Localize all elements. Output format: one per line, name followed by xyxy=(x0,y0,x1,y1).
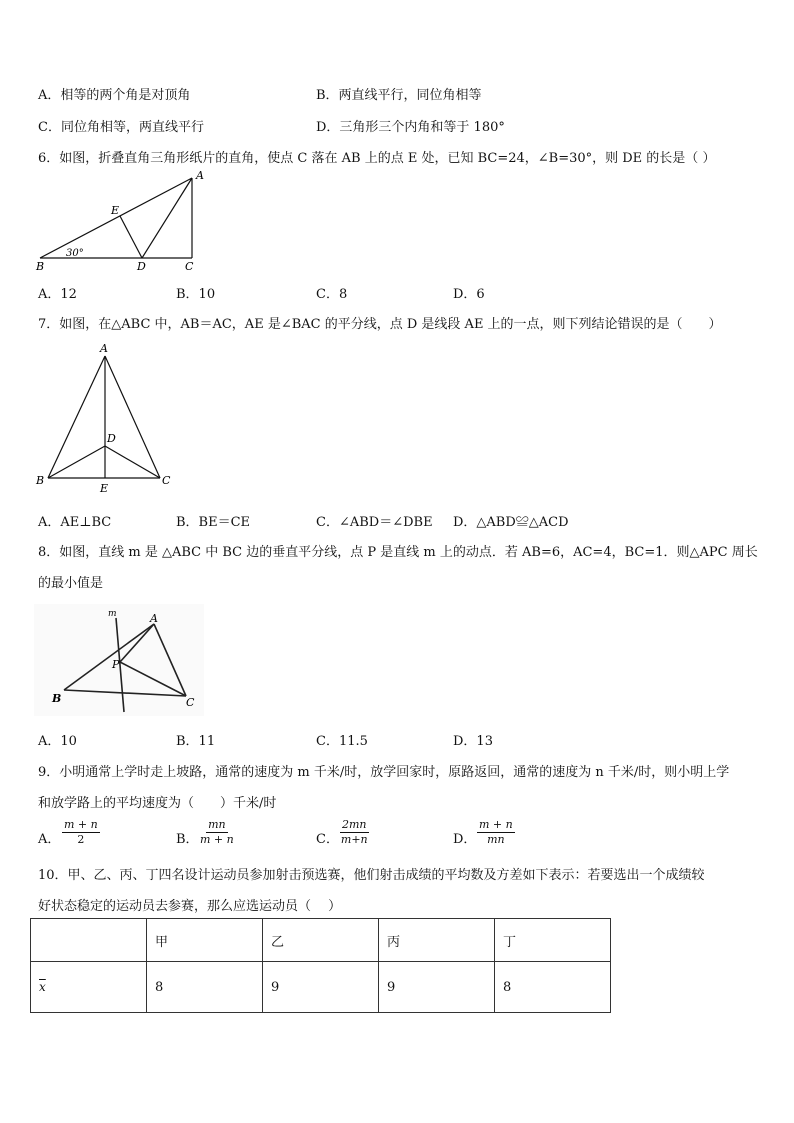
q10-data-table xyxy=(30,918,611,1013)
q6-label-d: D xyxy=(137,260,146,273)
q6-option-a: A．12 xyxy=(38,287,77,302)
q9-option-c-numerator: 2mn xyxy=(342,818,367,831)
q10-text-line1: 10．甲、乙、丙、丁四名设计运动员参加射击预选赛，他们射击成绩的平均数及方差如下表示：若要选出一个成绩较 xyxy=(38,868,705,883)
q7-option-c: C．∠ABD＝∠DBE xyxy=(316,515,433,530)
q9-option-a-fraction xyxy=(62,818,100,847)
q8-option-c: C．11.5 xyxy=(316,734,368,749)
q9-option-a-numerator: m + n xyxy=(64,818,98,831)
mean-symbol: $\overline{x}$ xyxy=(39,979,46,994)
q6-label-a: A xyxy=(196,169,204,182)
q5-option-c: C．同位角相等，两直线平行 xyxy=(38,120,204,135)
q9-option-d-numerator: m + n xyxy=(479,818,513,831)
table-header-row xyxy=(31,919,611,962)
q8-option-d: D．13 xyxy=(453,734,493,749)
q9-option-a-label: A． xyxy=(38,832,61,847)
table-header-cell: 甲 xyxy=(147,919,263,962)
q5-option-a: A．相等的两个角是对顶角 xyxy=(38,88,191,103)
q7-figure xyxy=(34,340,184,498)
q9-option-b-fraction xyxy=(200,818,234,847)
q6-figure xyxy=(34,168,214,276)
table-header-cell: 乙 xyxy=(263,919,379,962)
q6-label-b: B xyxy=(36,260,45,273)
q6-label-c: C xyxy=(185,260,194,273)
q7-option-d: D．△ABD≌△ACD xyxy=(453,515,569,530)
q9-option-b-denominator: m + n xyxy=(200,833,234,846)
q9-option-a-denominator: 2 xyxy=(77,833,85,846)
q8-option-a: A．10 xyxy=(38,734,77,749)
q6-label-e: E xyxy=(111,204,120,217)
table-row xyxy=(31,962,611,1013)
table-cell: 9 xyxy=(379,962,495,1013)
q5-option-b: B．两直线平行，同位角相等 xyxy=(316,88,482,103)
q9-option-b-numerator: mn xyxy=(208,818,226,831)
q7-option-b: B．BE＝CE xyxy=(176,515,251,530)
q7-label-e: E xyxy=(100,482,109,495)
q6-angle-label: 30° xyxy=(66,248,84,259)
q8-label-c: C xyxy=(186,696,195,709)
q6-option-c: C．8 xyxy=(316,287,348,302)
q9-option-c-denominator: m+n xyxy=(340,833,368,846)
q5-option-d: D．三角形三个内角和等于 180° xyxy=(316,120,505,135)
q9-option-d-denominator: mn xyxy=(487,833,505,846)
q8-label-m: m xyxy=(108,609,117,619)
q6-text: 6．如图，折叠直角三角形纸片的直角，使点 C 落在 AB 上的点 E 处，已知 BC=24，∠B=30°，则 DE 的长是（ ） xyxy=(38,151,716,166)
q9-option-d-label: D． xyxy=(453,832,477,847)
q7-label-b: B xyxy=(36,474,45,487)
q10-text-line2: 好状态稳定的运动员去参赛，那么应选运动员（ ） xyxy=(38,899,342,914)
q7-text: 7．如图，在△ABC 中，AB＝AC，AE 是∠BAC 的平分线，点 D 是线段 AE 上的一点，则下列结论错误的是（ ） xyxy=(38,317,722,332)
q7-label-c: C xyxy=(162,474,171,487)
table-cell: 9 xyxy=(263,962,379,1013)
q9-option-b-label: B． xyxy=(176,832,199,847)
q6-option-d: D．6 xyxy=(453,287,485,302)
q8-option-b: B．11 xyxy=(176,734,216,749)
q9-option-d-fraction xyxy=(477,818,515,847)
table-header-cell xyxy=(31,919,147,962)
q7-option-a: A．AE⊥BC xyxy=(38,515,112,530)
q7-label-d: D xyxy=(107,432,116,445)
table-cell: 8 xyxy=(495,962,611,1013)
q8-label-b: B xyxy=(52,692,62,705)
q9-option-c-fraction xyxy=(340,818,369,847)
q8-text-line2: 的最小值是 xyxy=(38,576,104,591)
q8-figure xyxy=(34,604,204,716)
table-header-cell: 丙 xyxy=(379,919,495,962)
table-cell: 8 xyxy=(147,962,263,1013)
q9-text-line1: 9．小明通常上学时走上坡路，通常的速度为 m 千米/时，放学回家时，原路返回，通常的速度为 n 千米/时，则小明上学 xyxy=(38,765,730,780)
q9-option-c-label: C． xyxy=(316,832,339,847)
q9-text-line2: 和放学路上的平均速度为（ ）千米/时 xyxy=(38,796,277,811)
table-row-label xyxy=(31,962,147,1013)
q6-option-b: B．10 xyxy=(176,287,216,302)
q7-label-a: A xyxy=(100,342,108,355)
q8-text-line1: 8．如图，直线 m 是 △ABC 中 BC 边的垂直平分线，点 P 是直线 m 上的动点．若 AB=6，AC=4，BC=1．则△APC 周长 xyxy=(38,545,758,560)
q8-label-a: A xyxy=(150,612,158,625)
q8-label-p: P xyxy=(112,658,120,671)
table-header-cell: 丁 xyxy=(495,919,611,962)
